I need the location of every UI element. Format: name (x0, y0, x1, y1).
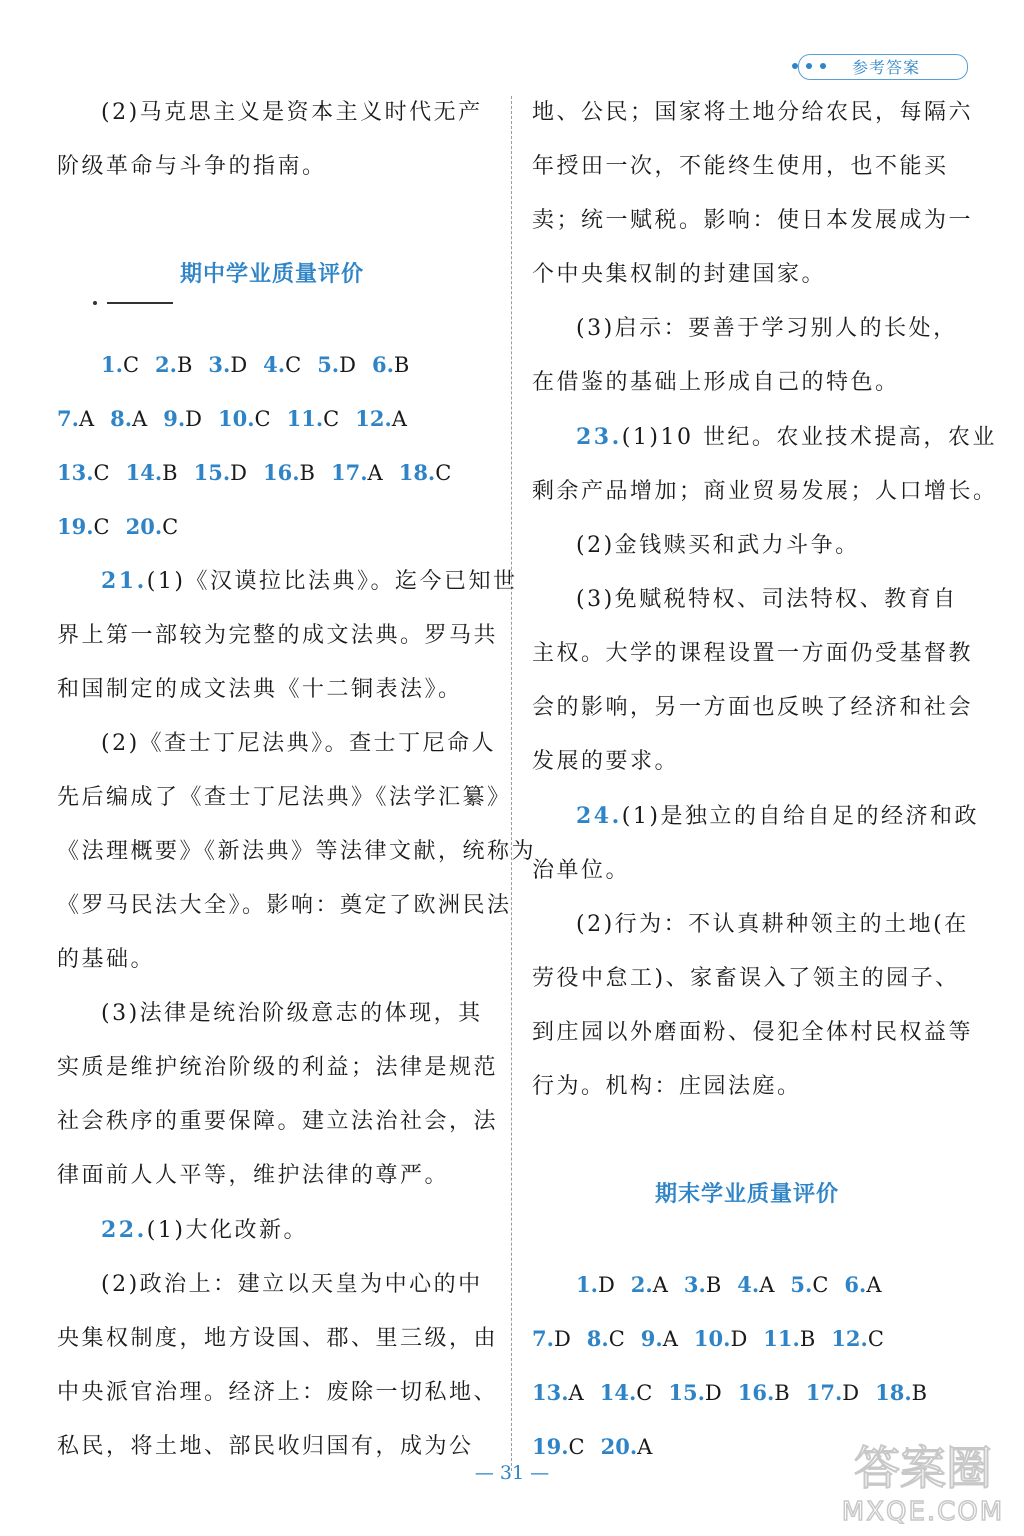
question-number: 21. (101, 568, 147, 594)
answer-number: 10. (693, 1326, 731, 1351)
answer-choice: C (867, 1327, 884, 1351)
answer-item (287, 392, 340, 446)
answer-choice: A (391, 407, 407, 431)
answer-item (331, 446, 383, 500)
answer-item (372, 338, 409, 392)
text-line: (2)马克思主义是资本主义时代无产 (101, 100, 483, 125)
answer-number: 10. (218, 406, 255, 431)
answer-choice: C (285, 353, 302, 377)
text-line: (2)金钱赎买和武力斗争。 (576, 533, 860, 558)
text-line: (3)免赋税特权、司法特权、教育自 (576, 587, 958, 612)
answer-choice: C (636, 1381, 653, 1405)
answer-choice: C (162, 515, 179, 539)
answer-choice: C (812, 1273, 829, 1297)
answer-choice: B (299, 461, 315, 485)
text-line: 主权。大学的课程设置一方面仍受基督教 (532, 641, 974, 666)
text-line: 地、公民；国家将土地分给农民，每隔六 (532, 100, 974, 125)
answer-number: 16. (263, 460, 300, 485)
answer-choice: D (704, 1381, 722, 1405)
text-line: 剩余产品增加；商业贸易发展；人口增长。 (532, 479, 998, 504)
answer-choice: B (176, 353, 193, 377)
answer-choice: A (132, 407, 148, 431)
watermark-logo-icon (830, 1432, 1016, 1530)
answer-number: 8. (586, 1326, 609, 1351)
intro-block (57, 86, 487, 194)
answer-number: 17. (805, 1380, 843, 1405)
answer-choice: C (323, 407, 340, 431)
answer-number: 13. (532, 1380, 569, 1405)
answer-item (101, 338, 139, 392)
text-line: 会的影响，另一方面也反映了经济和社会 (532, 695, 974, 720)
answer-item (831, 1312, 884, 1366)
text-line: 行为。机构：庄园法庭。 (532, 1074, 802, 1099)
answer-item (600, 1366, 653, 1420)
answer-choice: B (911, 1381, 928, 1405)
answer-choice: B (774, 1381, 790, 1405)
answer-number: 14. (125, 460, 163, 485)
answer-number: 19. (57, 514, 94, 539)
answer-choice: D (597, 1273, 615, 1297)
answer-choice: D (842, 1381, 860, 1405)
answer-row (57, 338, 487, 392)
answer-item (532, 1312, 571, 1366)
answer-item (587, 1312, 625, 1366)
answer-item (790, 1258, 828, 1312)
answer-number: 20. (600, 1434, 638, 1459)
answer-choice: C (435, 461, 452, 485)
answer-number: 5. (790, 1272, 813, 1297)
left-column (57, 86, 537, 1474)
text-line: 《法理概要》《新法典》等法律文献，统称为 (57, 839, 537, 864)
text-line: 律面前人人平等，维护法律的尊严。 (57, 1163, 450, 1188)
text-line: 在借鉴的基础上形成自己的特色。 (532, 370, 900, 395)
answer-choice: A (637, 1435, 653, 1459)
answer-item (737, 1258, 774, 1312)
answer-number: 15. (193, 460, 231, 485)
answer-choice: B (393, 353, 410, 377)
answer-number: 9. (163, 406, 186, 431)
answer-number: 15. (668, 1380, 705, 1405)
answer-item (631, 1258, 668, 1312)
answer-item (738, 1366, 790, 1420)
answer-item (57, 446, 110, 500)
answer-item (641, 1312, 678, 1366)
answer-choice: D (339, 353, 356, 377)
text-line: 和国制定的成文法典《十二铜表法》。 (57, 677, 463, 702)
q21-line: 21.(1)《汉谟拉比法典》。迄今已知世 (101, 568, 518, 594)
answer-number: 5. (317, 352, 340, 377)
text-line: 的基础。 (57, 947, 156, 972)
badge-label: 参考答案 (852, 58, 921, 77)
answer-row (532, 1258, 962, 1312)
answer-number: 3. (683, 1272, 706, 1297)
answer-choice: A (662, 1327, 678, 1351)
q22-line: 22.(1)大化改新。 (101, 1217, 308, 1243)
answer-number: 9. (640, 1326, 663, 1351)
answer-item (163, 392, 202, 446)
column-divider (511, 96, 512, 1471)
title-underline (57, 302, 487, 322)
text-line: 私民，将土地、部民收归国有，成为公 (57, 1434, 474, 1459)
answer-item (875, 1366, 927, 1420)
text-line: 劳役中怠工)、家畜误入了领主的园子、 (532, 966, 960, 991)
answer-number: 17. (330, 460, 368, 485)
text-line: 阶级革命与斗争的指南。 (57, 154, 327, 179)
answer-item (317, 338, 356, 392)
q24-line: 24.(1)是独立的自给自足的经济和政 (576, 803, 979, 829)
answer-item (806, 1366, 859, 1420)
answer-choice: A (759, 1273, 775, 1297)
answer-number: 2. (630, 1272, 653, 1297)
text-line: 中央派官治理。经济上：废除一切私地、 (57, 1380, 499, 1405)
answer-row (57, 392, 487, 446)
answer-number: 1. (101, 352, 123, 377)
answer-choice: C (608, 1327, 625, 1351)
answer-number: 20. (125, 514, 163, 539)
text-line: 先后编成了《查士丁尼法典》《法学汇纂》 (57, 785, 512, 810)
answer-item (57, 392, 94, 446)
answer-item (110, 392, 147, 446)
question-number: 24. (576, 803, 622, 829)
answer-row (532, 1312, 962, 1366)
answer-number: 12. (355, 406, 392, 431)
answer-choice: B (162, 461, 178, 485)
answer-row (57, 500, 487, 554)
text-line: 卖；统一赋税。影响：使日本发展成为一 (532, 208, 974, 233)
answer-item (668, 1366, 721, 1420)
answer-number: 7. (57, 406, 79, 431)
answer-number: 6. (371, 352, 394, 377)
text-line: 实质是维护统治阶级的利益；法律是规范 (57, 1055, 499, 1080)
answer-number: 18. (875, 1380, 912, 1405)
text-line: (2)行为：不认真耕种领主的土地(在 (576, 912, 969, 937)
watermark-bottom: MXQE.COM (841, 1497, 1005, 1527)
answer-number: 2. (155, 352, 177, 377)
answer-number: 6. (844, 1272, 867, 1297)
answer-number: 19. (532, 1434, 569, 1459)
answer-number: 1. (576, 1272, 598, 1297)
answer-item (763, 1312, 815, 1366)
answer-number: 11. (286, 406, 324, 431)
watermark-top: 答案圈 (854, 1441, 992, 1495)
text-line: 到庄园以外磨面粉、侵犯全体村民权益等 (532, 1020, 974, 1045)
answer-choice: D (230, 353, 248, 377)
answer-number: 4. (263, 352, 286, 377)
answer-row (57, 446, 487, 500)
answer-item (263, 446, 315, 500)
answer-number: 14. (599, 1380, 637, 1405)
answer-number: 11. (763, 1326, 800, 1351)
text-line: 《罗马民法大全》。影响：奠定了欧洲民法 (57, 893, 512, 918)
answer-choice: A (652, 1273, 668, 1297)
answer-choice: B (799, 1327, 816, 1351)
answer-number: 4. (737, 1272, 760, 1297)
page-number: — 31 — (474, 1462, 550, 1484)
answer-choice: D (230, 461, 247, 485)
answer-choice: C (93, 461, 110, 485)
answer-item (218, 392, 271, 446)
q23-line: 23.(1)10 世纪。农业技术提高，农业 (576, 424, 997, 450)
answer-choice: D (185, 407, 202, 431)
answer-item (208, 338, 247, 392)
answer-choice: D (730, 1327, 748, 1351)
text-line: (3)法律是统治阶级意志的体现，其 (101, 1001, 483, 1026)
answer-item (155, 338, 192, 392)
text-line: 社会秩序的重要保障。建立法治社会，法 (57, 1109, 499, 1134)
answer-number: 12. (831, 1326, 868, 1351)
answer-choice: D (553, 1327, 571, 1351)
answer-item (694, 1312, 747, 1366)
text-line: 年授田一次，不能终生使用，也不能买 (532, 154, 949, 179)
text-line: (2)《查士丁尼法典》。查士丁尼命人 (101, 731, 497, 756)
answer-choice: A (568, 1381, 584, 1405)
text-line: (3)启示：要善于学习别人的长处， (576, 316, 958, 341)
answer-number: 8. (110, 406, 133, 431)
answer-choice: C (254, 407, 271, 431)
answer-choice: A (78, 407, 95, 431)
answer-item (355, 392, 407, 446)
text-line: 发展的要求。 (532, 749, 680, 774)
answer-item (263, 338, 301, 392)
answer-item (532, 1366, 584, 1420)
answer-number: 7. (532, 1326, 554, 1351)
answer-number: 13. (57, 460, 94, 485)
midterm-title: 期中学业质量评价 (179, 262, 364, 287)
answer-key-badge (792, 54, 968, 80)
answer-number: 16. (737, 1380, 775, 1405)
answer-choice: A (367, 461, 383, 485)
answer-item (684, 1258, 721, 1312)
text-line: 个中央集权制的封建国家。 (532, 262, 827, 287)
answer-item (126, 446, 178, 500)
answer-item (399, 446, 452, 500)
question-number: 22. (101, 1217, 147, 1243)
midterm-answer-grid (57, 338, 487, 554)
answer-choice: C (93, 515, 110, 539)
text-line: 界上第一部较为完整的成文法典。罗马共 (57, 623, 499, 648)
answer-item (576, 1258, 615, 1312)
answer-choice: C (568, 1435, 585, 1459)
text-line: 央集权制度，地方设国、郡、里三级，由 (57, 1326, 499, 1351)
answer-choice: C (122, 353, 140, 377)
text-line: (2)政治上：建立以天皇为中心的中 (101, 1272, 483, 1297)
answer-number: 18. (398, 460, 436, 485)
answer-item (57, 500, 110, 554)
question-number: 23. (576, 424, 622, 450)
final-title: 期末学业质量评价 (654, 1182, 839, 1207)
answer-choice: A (866, 1273, 882, 1297)
answer-item (194, 446, 247, 500)
answer-number: 3. (208, 352, 231, 377)
answer-choice: B (705, 1273, 722, 1297)
answer-item (126, 500, 179, 554)
answer-item (844, 1258, 881, 1312)
text-line: 治单位。 (532, 858, 631, 883)
answer-row (532, 1366, 962, 1420)
